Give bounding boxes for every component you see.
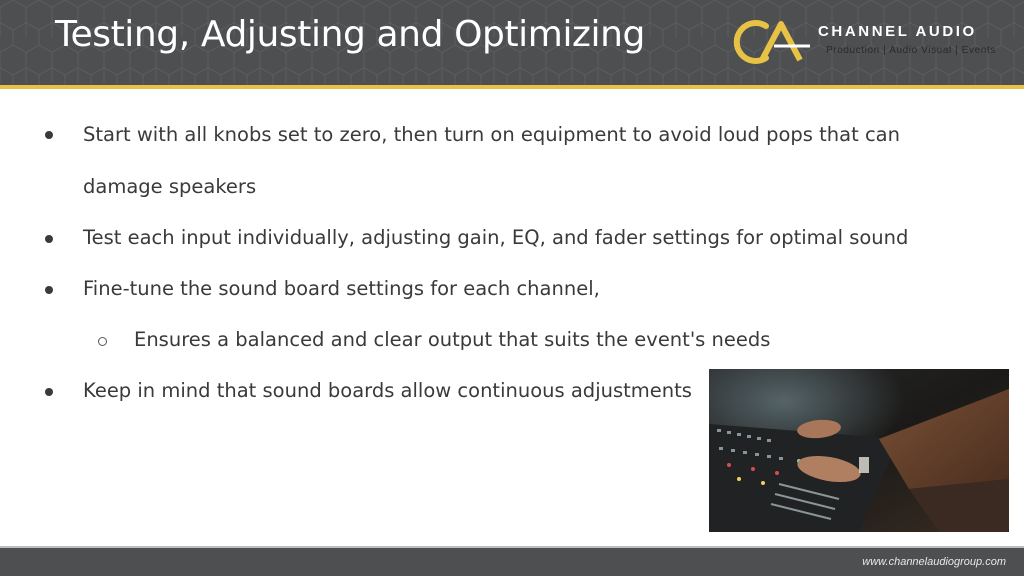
bullet-text: Fine-tune the sound board settings for each channel, [83,277,600,300]
page-title: Testing, Adjusting and Optimizing [55,14,646,55]
sound-board-illustration [709,369,1009,532]
header-bar [0,0,1024,85]
ca-monogram-icon [726,16,822,68]
sub-bullet-marker [98,337,107,346]
bullet-text: Keep in mind that sound boards allow continuous adjustments [83,379,692,402]
bullet-text: Test each input individually, adjusting gain, EQ, and fader settings for optimal sound [83,226,909,249]
bullet-text-continued: damage speakers [83,175,257,198]
bullet-marker [45,388,53,396]
header-accent-rule [0,85,1024,89]
footer-website-link[interactable]: www.channelaudiogroup.com [862,556,1006,568]
logo-wordmark: CHANNEL AUDIO [818,23,977,40]
channel-audio-logo [726,14,1016,72]
bullet-text: Start with all knobs set to zero, then turn on equipment to avoid loud pops that can [83,123,900,146]
logo-tagline: Production | Audio Visual | Events [826,45,996,56]
bullet-marker [45,286,53,294]
mixing-console-photo [709,369,1009,532]
bullet-marker [45,235,53,243]
sub-bullet-text: Ensures a balanced and clear output that suits the event's needs [134,328,771,351]
bullet-marker [45,131,53,139]
